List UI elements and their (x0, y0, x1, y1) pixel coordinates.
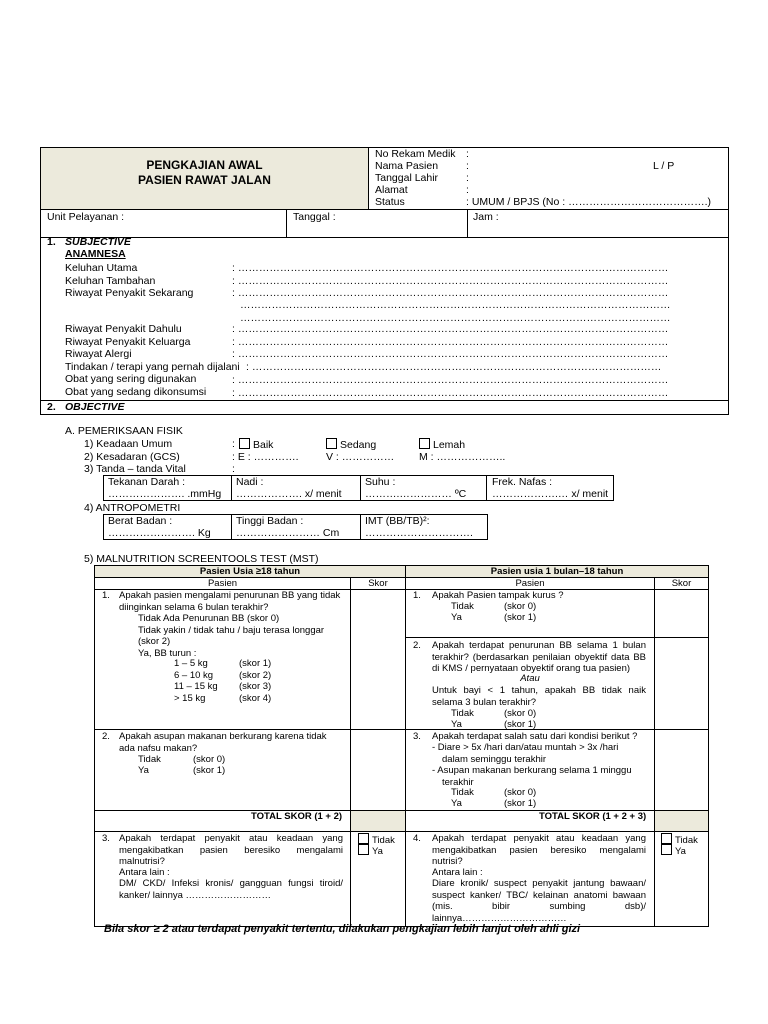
q2-right-question: Apakah terdapat penurunan BB selama 1 bulan terakhir? (berdasarkan penilaian obyektif data BB di KMS / pernyataan obyektif orang tua pasien) (432, 640, 646, 674)
keadaan-baik[interactable]: Baik (239, 438, 273, 451)
jam-field[interactable]: Jam : (473, 211, 499, 223)
field-label: No Rekam Medik (375, 148, 456, 160)
riwayat-keluarga-input: : …………………………………………………………………………………………………………… (232, 335, 669, 348)
checkbox-icon[interactable] (358, 833, 369, 844)
riwayat-sekarang-cont: …………………………………………………………………………………………………………… (240, 311, 671, 324)
mst-left-header: Pasien Usia ≥18 tahun (199, 566, 301, 577)
anamnesa-labels-2 (65, 323, 240, 399)
unit-pelayanan-field[interactable]: Unit Pelayanan : (47, 211, 125, 223)
q4-right-ya[interactable]: Ya (661, 844, 686, 858)
mst-right-header: Pasien usia 1 bulan–18 tahun (490, 566, 624, 577)
anamnesa-dots-cont[interactable] (240, 299, 722, 324)
q1-left-num: 1. (102, 590, 110, 601)
q2-right-num: 2. (413, 640, 421, 651)
q4-right-list: Diare kronik/ suspect penyakit jantung bawaan/ suspect kanker/ TBC/ kelainan anatomi bawaan (mis. bibir sumbing dsb)/ lainnya…………………………… (432, 878, 646, 924)
gcs-e-input[interactable]: : E : …………. (232, 451, 299, 463)
total-skor-left: TOTAL SKOR (1 + 2) (251, 811, 343, 822)
anamnesa-label: Obat yang sering digunakan (65, 373, 197, 386)
q4-right-antara: Antara lain : (432, 867, 483, 878)
tanggal-field[interactable]: Tanggal : (293, 211, 336, 223)
q1-right-ya: Ya (451, 612, 462, 623)
q1-right-tidak: Tidak (451, 601, 474, 612)
field-value: : (466, 184, 469, 196)
gcs-m-input[interactable]: M : ……………….. (419, 451, 506, 463)
pemeriksaan-fisik-title: A. PEMERIKSAAN FISIK (65, 425, 183, 437)
q2-left-score-cell[interactable] (352, 731, 404, 809)
field-value: : (466, 160, 469, 172)
checkbox-icon[interactable] (358, 844, 369, 855)
q3-right-ya-skor: (skor 1) (504, 798, 537, 809)
keadaan-colon: : (232, 438, 235, 450)
keluhan-utama-input: : …………………………………………………………………………………………………………… (232, 262, 669, 274)
col-skor-left: Skor (368, 578, 388, 589)
subjective-num: 1. (47, 236, 56, 248)
anamnesa-label: Riwayat Penyakit Keluarga (65, 335, 191, 348)
q4-right-tidak[interactable]: Tidak (661, 833, 698, 847)
q3-left-list: DM/ CKD/ Infeksi kronis/ gangguan fungsi tiroid/ kanker/ lainnya ……………………… (119, 878, 343, 901)
kesadaran-label: 2) Kesadaran (GCS) (84, 451, 180, 463)
q3-right-ya: Ya (451, 798, 462, 809)
patient-id-values[interactable] (466, 148, 711, 208)
total-left-input[interactable] (352, 811, 404, 830)
objective-num: 2. (47, 401, 56, 413)
q3-right-tidak-skor: (skor 0) (504, 787, 537, 798)
q1-right-question: Apakah Pasien tampak kurus ? (432, 590, 564, 601)
q3-right-score-cell[interactable] (656, 731, 708, 809)
q1-left-score-cell[interactable] (352, 591, 404, 728)
q2-left-question: Apakah asupan makanan berkurang karena tidak ada nafsu makan? (119, 731, 327, 754)
keadaan-umum-label: 1) Keadaan Umum (84, 438, 173, 450)
obat-sedang-input: : …………………………………………………………………………………………………………… (232, 386, 669, 399)
riwayat-alergi-input: : …………………………………………………………………………………………………………… (232, 348, 669, 361)
gcs-v-input[interactable]: V : …………… (326, 451, 395, 463)
suhu-cell[interactable]: Suhu : ……….…………… ºC (365, 476, 467, 500)
q2-left-num: 2. (102, 731, 110, 742)
riwayat-sekarang-input: : …………………………………………………………………………………………………………… (232, 287, 669, 300)
anamnesa-dots-3[interactable] (232, 374, 722, 399)
field-label: Status (375, 196, 405, 208)
field-label: Tanggal Lahir (375, 172, 439, 184)
riwayat-sekarang-cont: …………………………………………………………………………………………………………… (240, 299, 671, 311)
q2-right-tidak-skor: (skor 0) (504, 708, 537, 719)
q4-right-num: 4. (413, 833, 421, 844)
col-skor-right: Skor (671, 578, 692, 589)
q3-right-question: Apakah terdapat salah satu dari kondisi berikut ? (432, 731, 638, 742)
anamnesa-labels (65, 262, 193, 300)
q2-left-tidak: Tidak (138, 754, 161, 765)
form-title: PENGKAJIAN AWAL PASIEN RAWAT JALAN (138, 158, 271, 187)
q1-right-score-cell[interactable] (656, 591, 708, 636)
q3-right-bullets: - Diare > 5x /hari dan/atau muntah > 3x /hari dalam seminggu terakhir - Asupan makanan berkurang selama 1 minggu terakhir (432, 742, 632, 788)
q1-right-tidak-skor: (skor 0) (504, 601, 537, 612)
nadi-cell[interactable]: Nadi : ………………. x/ menit (236, 476, 342, 500)
tekanan-darah-cell[interactable]: Tekanan Darah : …………………. .mmHg (108, 476, 222, 500)
subjective-heading: SUBJECTIVE (65, 236, 131, 248)
keluhan-tambahan-input: : …………………………………………………………………………………………………………… (232, 274, 669, 287)
anamnesa-label: Riwayat Penyakit Sekarang (65, 287, 194, 300)
anamnesa-label: Keluhan Tambahan (65, 274, 156, 287)
anamnesa-dots[interactable] (232, 262, 722, 300)
q1-left-ranges: 1 – 5 kg 6 – 10 kg 11 – 15 kg > 15 kg (174, 658, 218, 704)
col-pasien-left: Pasien (207, 578, 238, 589)
q3-left-tidak[interactable]: Tidak (358, 833, 395, 847)
antropometri-label: 4) ANTROPOMETRI (84, 502, 181, 514)
total-right-input[interactable] (656, 811, 708, 830)
q3-left-num: 3. (102, 833, 110, 844)
ttv-label: 3) Tanda – tanda Vital (84, 463, 186, 475)
q3-right-tidak: Tidak (451, 787, 474, 798)
q2-left-tidak-skor: (skor 0) (193, 754, 226, 765)
checkbox-icon[interactable] (239, 438, 250, 449)
q2-left-ya-skor: (skor 1) (193, 765, 226, 776)
q3-left-question: Apakah terdapat penyakit atau keadaan yang mengakibatkan pasien beresiko mengalami malnutrisi? (119, 833, 343, 867)
total-skor-right: TOTAL SKOR (1 + 2 + 3) (539, 811, 647, 822)
ttv-colon: : (232, 463, 235, 475)
anamnesa-label: Keluhan Utama (65, 262, 138, 274)
sex-field[interactable]: L / P (653, 160, 675, 172)
anamnesa-dots-2[interactable] (232, 323, 722, 361)
q3-left-antara: Antara lain : (119, 867, 170, 878)
tindakan-input[interactable]: : ……………………………………………………………………………………………………… (246, 361, 662, 373)
q1-left-options: Tidak Ada Penurunan BB (skor 0) Tidak yakin / tidak tahu / baju terasa longgar (skor 2) Ya, BB turun : (138, 613, 325, 659)
mst-title: 5) MALNUTRITION SCREENTOOLS TEST (MST) (84, 553, 319, 565)
keadaan-sedang[interactable]: Sedang (326, 438, 376, 451)
checkbox-icon[interactable] (661, 844, 672, 855)
checkbox-icon[interactable] (661, 833, 672, 844)
col-pasien-right: Pasien (515, 578, 545, 589)
anamnesa-label: Obat yang sedang dikonsumsi (65, 385, 207, 398)
q1-right-num: 1. (413, 590, 421, 601)
field-value: : (466, 148, 469, 160)
obat-sering-input: : …………………………………………………………………………………………………………… (232, 374, 669, 386)
q2-right-tidak: Tidak (451, 708, 474, 719)
mst-footer-note: Bila skor ≥ 2 atau terdapat penyakit tertentu, dilakukan pengkajian lebih lanjut oleh ahli gizi (104, 923, 581, 935)
frek-nafas-cell[interactable]: Frek. Nafas : ……………….… x/ menit (492, 476, 609, 500)
q2-left-ya: Ya (138, 765, 149, 776)
patient-id-labels (375, 148, 456, 208)
keadaan-lemah[interactable]: Lemah (419, 438, 465, 451)
q1-right-ya-skor: (skor 1) (504, 612, 537, 623)
berat-badan-cell[interactable]: Berat Badan : ……………………. Kg (108, 515, 211, 539)
objective-heading: OBJECTIVE (65, 401, 125, 413)
anamnesa-label: Riwayat Penyakit Dahulu (65, 323, 182, 335)
imt-cell[interactable]: IMT (BB/TB)²: …………………………. (365, 515, 473, 539)
checkbox-icon[interactable] (419, 438, 430, 449)
q3-left-ya[interactable]: Ya (358, 844, 383, 858)
q2-right-ya: Ya (451, 719, 462, 730)
q2-right-ya-skor: (skor 1) (504, 719, 537, 730)
riwayat-dahulu-input: : …………………………………………………………………………………………………………… (232, 323, 669, 335)
q2-right-atau: Atau (520, 673, 540, 684)
field-label: Alamat (375, 184, 408, 196)
anamnesa-heading: ANAMNESA (65, 248, 126, 260)
q3-right-num: 3. (413, 731, 421, 742)
q1-left-range-scores: (skor 1) (skor 2) (skor 3) (skor 4) (239, 658, 272, 704)
field-value: : (466, 172, 469, 184)
q2-right-question-2: Untuk bayi < 1 tahun, apakah BB tidak naik selama 3 bulan terakhir? (432, 685, 646, 708)
field-value: : UMUM / BPJS (No : ………………………………….) (466, 196, 712, 208)
q1-left-question: Apakah pasien mengalami penurunan BB yang tidak diinginkan selama 6 bulan terakhir? (119, 590, 341, 613)
field-label: Nama Pasien (375, 160, 439, 172)
checkbox-icon[interactable] (326, 438, 337, 449)
q2-right-score-cell[interactable] (656, 639, 708, 728)
tinggi-badan-cell[interactable]: Tinggi Badan : …………………… Cm (236, 515, 340, 539)
anamnesa-label: Tindakan / terapi yang pernah dijalani (65, 360, 240, 373)
q4-right-question: Apakah terdapat penyakit atau keadaan yang mengakibatkan pasien beresiko mengalami nutrisi? (432, 833, 646, 867)
anamnesa-label: Riwayat Alergi (65, 348, 132, 361)
